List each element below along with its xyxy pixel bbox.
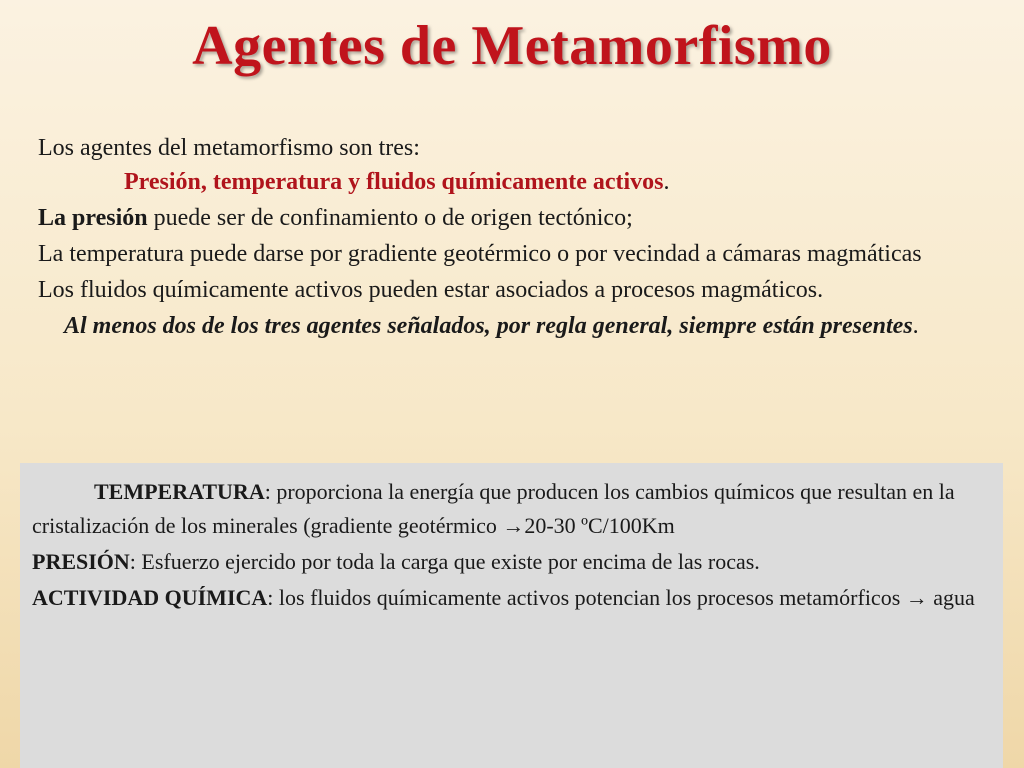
pressure-description: puede ser de confinamiento o de origen tectónico; <box>147 205 633 231</box>
conclusion-paragraph <box>38 311 978 341</box>
agents-list-highlight: Presión, temperatura y fluidos químicamente activos <box>124 169 664 195</box>
pressure-definition-label: PRESIÓN <box>32 549 130 574</box>
temperature-paragraph: La temperatura puede darse por gradiente geotérmico o por vecindad a cámaras magmáticas <box>38 241 922 267</box>
chemical-activity-text: : los fluidos químicamente activos potencian los procesos metamórficos → agua <box>267 585 975 610</box>
conclusion-period: . <box>912 313 919 339</box>
intro-paragraph: Los agentes del metamorfismo son tres: <box>38 135 420 161</box>
chemical-activity-definition <box>32 581 993 615</box>
conclusion-emphasis: Al menos dos de los tres agentes señalados, por regla general, siempre están presentes <box>64 313 913 339</box>
chemical-activity-label: ACTIVIDAD QUÍMICA <box>32 585 268 610</box>
pressure-definition <box>32 545 993 579</box>
main-text-block <box>38 133 978 341</box>
agents-list-paragraph <box>38 167 978 197</box>
agents-list-period: . <box>663 169 670 195</box>
temperature-definition <box>32 475 993 543</box>
temperature-definition-label: TEMPERATURA <box>94 479 265 504</box>
pressure-definition-text: : Esfuerzo ejercido por toda la carga que existe por encima de las rocas. <box>129 549 760 574</box>
pressure-label: La presión <box>38 205 148 231</box>
fluids-paragraph: Los fluidos químicamente activos pueden estar asociados a procesos magmáticos. <box>38 277 824 303</box>
pressure-paragraph <box>38 203 978 233</box>
definitions-box <box>20 463 1003 768</box>
temperature-definition-text: : proporciona la energía que producen los cambios químicos que resultan en la cristalización de los minerales (gradiente geotérmico →20-30 ºC/100Km <box>32 479 955 538</box>
slide-title: Agentes de Metamorfismo <box>192 15 832 77</box>
